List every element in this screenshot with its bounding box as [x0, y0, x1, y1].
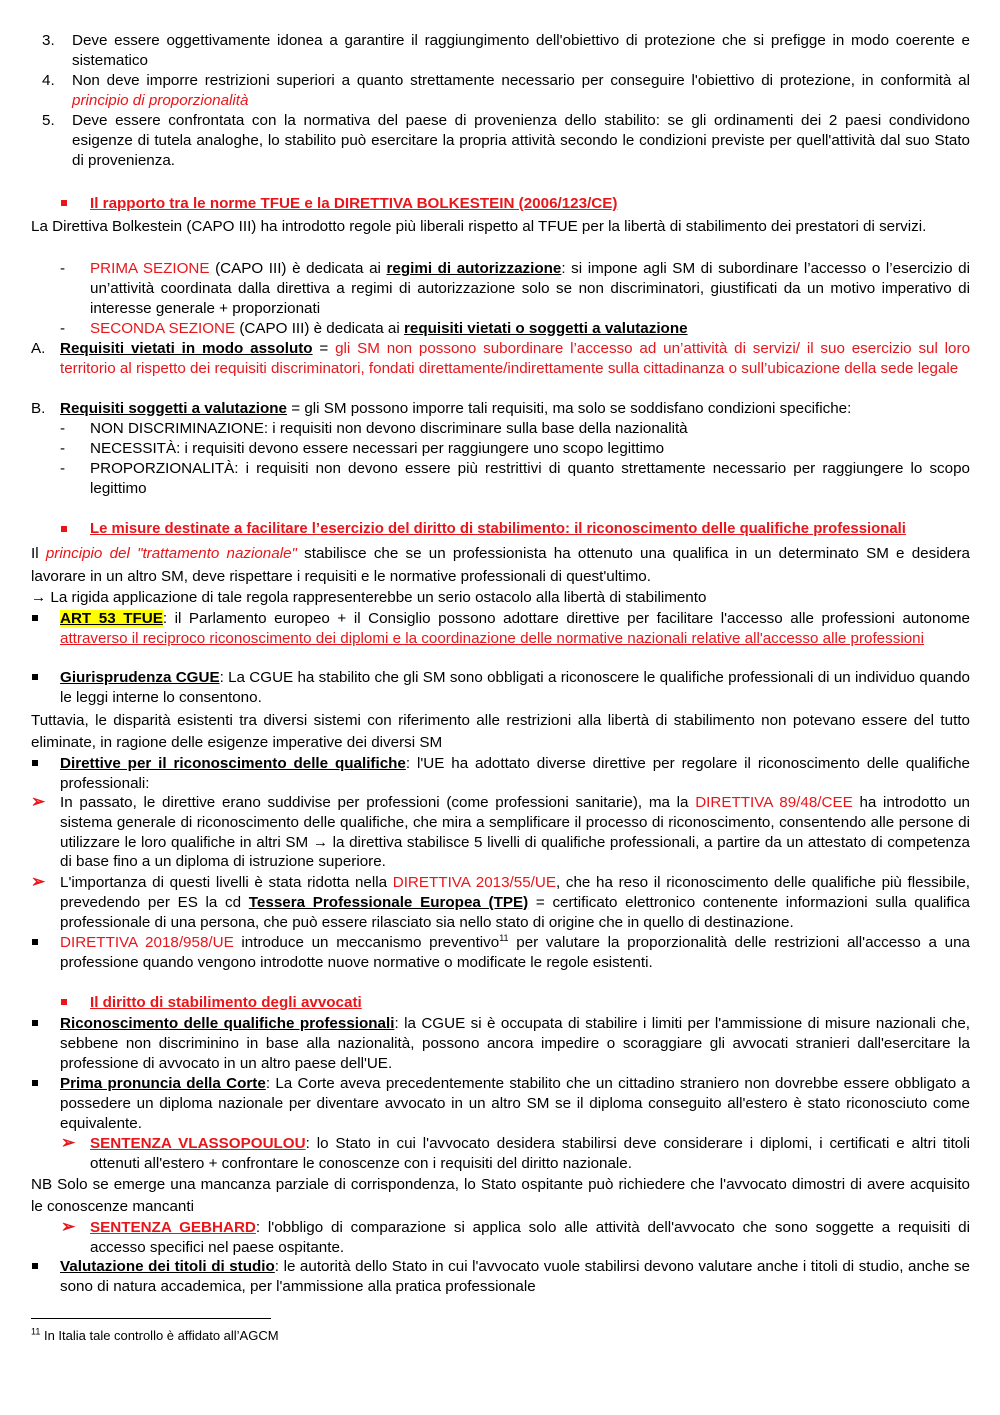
- text-run: La rigida applicazione di tale regola rappresenterebbe un serio ostacolo alla libertà di stabilimento: [46, 589, 707, 606]
- text-run: : La CGUE ha stabilito che gli SM sono obbligati a riconoscere le qualifiche professionali di un individuo quando le leggi interne lo consentono.: [60, 669, 970, 706]
- text-run: stabilisce che se un professionista ha ottenuto una qualifica in un determinato SM e desidera lavorare in un altro SM, deve rispettare i requisiti e le normative professionali di quest'ultimo.: [31, 545, 970, 585]
- bold-underlined-term: Prima pronuncia della Corte: [60, 1075, 266, 1092]
- bullet-square-icon: [61, 200, 67, 206]
- text-run: : il Parlamento europeo + il Consiglio possono adottare direttive per facilitare l'accesso alle professioni autonome: [162, 610, 970, 627]
- heading-text: Le misure destinate a facilitare l’esercizio del diritto di stabilimento: il riconoscimento delle qualifiche professionali: [90, 521, 906, 537]
- list-number: 3.: [42, 32, 55, 49]
- bullet-text: [90, 1218, 970, 1258]
- bold-underlined-term: Direttive per il riconoscimento delle qualifiche: [60, 755, 406, 772]
- bold-underlined-term: regimi di autorizzazione: [386, 260, 562, 277]
- text-run: In passato, le direttive erano suddivise per professioni (come professioni sanitarie), ma la: [60, 794, 696, 811]
- text-run: (CAPO III) è dedicata ai: [235, 320, 404, 337]
- bullet-text: [90, 1134, 970, 1174]
- bold-underlined-term: Valutazione dei titoli di studio: [60, 1258, 275, 1275]
- bullet-text: [60, 1074, 970, 1133]
- bullet-square-icon: [32, 615, 38, 621]
- text-run: per valutare la proporzionalità delle restrizioni all'accesso a una professione quando vengono introdotte nuove normative o modificate le regole esistenti.: [60, 934, 970, 971]
- text-run: : La Corte aveva precedentemente stabilito che un cittadino straniero non dovrebbe essere obbligato a possedere un diploma nazionale per diventare avvocato in un altro SM se il diploma conseguito all'estero è stato riconosciuto come equivalente.: [60, 1075, 970, 1132]
- text-run: =: [312, 340, 336, 357]
- dash-marker: -: [60, 440, 66, 457]
- bold-underlined-term: Tessera Professionale Europea (TPE): [248, 893, 529, 911]
- text-run: = gli SM possono imporre tali requisiti, ma solo se soddisfano condizioni specifiche:: [287, 400, 852, 417]
- dash-marker: -: [60, 460, 66, 477]
- red-arrowhead-icon: ➢: [31, 792, 46, 811]
- bold-underlined-term: Requisiti vietati in modo assoluto: [60, 340, 313, 357]
- red-underlined-term: SENTENZA GEBHARD: [90, 1219, 256, 1236]
- footnote-number: 11: [31, 1326, 41, 1337]
- red-arrowhead-icon: ➢: [31, 872, 46, 891]
- list-text: Deve essere oggettivamente idonea a garantire il raggiungimento dell'obiettivo di protezione che si prefigge in modo coerente e sistematico: [72, 32, 970, 69]
- bullet-text: [60, 1257, 970, 1297]
- letter-marker: A.: [31, 340, 46, 357]
- bullet-text: [60, 873, 970, 932]
- heading-text: Il rapporto tra le norme TFUE e la DIRETTIVA BOLKESTEIN (2006/123/CE): [90, 195, 618, 212]
- text-run: = certificato elettronico contenente informazioni sulla qualifica professionale di una persona, che può essere rilasciato sia nello stato di origine che in quello di destinazione.: [60, 893, 970, 931]
- list-number: 4.: [42, 72, 55, 89]
- text-run: la direttiva stabilisce 5 livelli di qualifiche professionali, a partire da un attestato di competenza di base fino a un diploma di istruzione superiore.: [60, 833, 971, 871]
- text-run: , che ha reso il riconoscimento delle qualifiche più flessibile, prevedendo per ES la cd: [60, 874, 970, 911]
- paragraph: NB Solo se emerge una mancanza parziale di corrispondenza, lo Stato ospitante può richiedere che l'avvocato dimostri di avere acquisito le conoscenze mancanti: [31, 1176, 970, 1215]
- red-label: PRIMA SEZIONE: [90, 260, 210, 277]
- bold-underlined-term: Giurisprudenza CGUE: [60, 669, 220, 686]
- dash-marker: -: [60, 420, 66, 437]
- bullet-square-icon: [32, 1080, 38, 1086]
- footnote-text: In Italia tale controllo è affidato all’AGCM: [40, 1328, 279, 1343]
- arrow-right-icon: →: [31, 589, 47, 606]
- bullet-text: [60, 933, 970, 973]
- text-run: Il: [31, 545, 46, 562]
- text-run: introduce un meccanismo preventivo: [233, 934, 500, 951]
- red-text: DIRETTIVA 2013/55/UE: [392, 874, 556, 891]
- dash-text: [90, 259, 970, 318]
- highlighted-term: ART 53 TFUE: [60, 610, 163, 627]
- dash-marker: -: [60, 260, 66, 277]
- list-number: 5.: [42, 112, 55, 129]
- bullet-text: [60, 1014, 970, 1073]
- text-run: Non deve imporre restrizioni superiori a quanto strettamente necessario per conseguire l'obiettivo di protezione, in conformità al: [72, 72, 970, 89]
- bullet-text: [60, 754, 970, 794]
- bullet-text: [60, 793, 970, 872]
- bullet-square-icon: [61, 999, 67, 1005]
- paragraph: La Direttiva Bolkestein (CAPO III) ha introdotto regole più liberali rispetto al TFUE per la libertà di stabilimento dei prestatori di servizi.: [31, 218, 927, 235]
- list-text: [72, 71, 970, 111]
- text-run: (CAPO III) è dedicata ai: [209, 260, 387, 277]
- footnote-ref[interactable]: 11: [499, 932, 509, 943]
- dash-text: PROPORZIONALITÀ: i requisiti non devono essere più restrittivi di quanto strettamente necessario per raggiungere lo scopo legittimo: [90, 460, 970, 497]
- bullet-square-icon: [61, 526, 67, 532]
- bold-underlined-term: Requisiti soggetti a valutazione: [60, 400, 288, 417]
- text-run: : l'UE ha adottato diverse direttive per regolare il riconoscimento delle qualifiche professionali:: [60, 755, 970, 792]
- text-run: : si impone agli SM di subordinare l’accesso o l’esercizio di un’attività coordinata dalla direttiva a regimi di autorizzazione solo se non discriminatori, giustificati da un motivo imperativo di interesse generale + proporzionati: [90, 260, 970, 317]
- bullet-text: [60, 668, 970, 708]
- bullet-text: [60, 609, 970, 649]
- red-arrowhead-icon: ➢: [61, 1133, 76, 1152]
- bullet-square-icon: [32, 760, 38, 766]
- letter-marker: B.: [31, 400, 46, 417]
- paragraph: Tuttavia, le disparità esistenti tra diversi sistemi con riferimento alle restrizioni alla libertà di stabilimento non potevano essere del tutto eliminate, in ragione delle esigenze imperative dei diversi SM: [31, 712, 970, 751]
- dash-text: [90, 319, 970, 339]
- lettered-text: [60, 399, 970, 419]
- red-underlined-text: attraverso il reciproco riconoscimento dei diplomi e la coordinazione delle normative nazionali relative all'accesso alle professioni: [60, 629, 924, 647]
- list-text: Deve essere confrontata con la normativa del paese di provenienza dello stabilito: se gli ordinamenti dei 2 paesi condividono esigenze di tutela analoghe, lo stabilito può esercitare la propria attività secondo le condizioni previste per quell'attività dal suo Stato di provenienza.: [72, 112, 970, 169]
- bullet-square-icon: [32, 674, 38, 680]
- red-text: DIRETTIVA 2018/958/UE: [60, 934, 234, 951]
- bullet-square-icon: [32, 939, 38, 945]
- red-arrowhead-icon: ➢: [61, 1217, 76, 1236]
- red-underlined-term: SENTENZA VLASSOPOULOU: [90, 1135, 306, 1152]
- red-text: DIRETTIVA 89/48/CEE: [695, 794, 853, 811]
- text-run: L'importanza di questi livelli è stata ridotta nella: [60, 874, 393, 891]
- footnote: [31, 1327, 279, 1345]
- text-run: ha introdotto un sistema generale di riconoscimento delle qualifiche, che mira a semplificare il processo di riconoscimento, consentendo alle persone di utilizzare le loro qualifiche in altri SM: [60, 794, 970, 851]
- text-run: : l'obbligo di comparazione si applica solo alle attività dell'avvocato che sono soggette a requisiti di accesso specifici nel paese ospitante.: [90, 1219, 970, 1256]
- dash-text: NECESSITÀ: i requisiti devono essere necessari per raggiungere uno scopo legittimo: [90, 440, 665, 457]
- paragraph: [31, 588, 970, 608]
- red-emphasis: principio del "trattamento nazionale": [45, 545, 297, 562]
- bold-underlined-term: Riconoscimento delle qualifiche professionali: [60, 1015, 395, 1032]
- red-label: SECONDA SEZIONE: [90, 320, 236, 337]
- arrow-right-icon: →: [312, 833, 328, 851]
- text-run: : lo Stato in cui l'avvocato desidera stabilirsi deve considerare i diplomi, i certificati e altri titoli ottenuti all'estero + confrontare le conoscenze con i requisiti del diritto nazionale.: [90, 1135, 970, 1172]
- bold-underlined-term: requisiti vietati o soggetti a valutazione: [403, 320, 688, 337]
- red-text: gli SM non possono subordinare l’accesso ad un’attività di servizi/ il suo esercizio sul loro territorio al rispetto dei requisiti discriminatori, fondati direttamente/indirettamente sulla cittadinanza o sull’ubicazione della sede legale: [60, 340, 971, 377]
- footnote-separator: [31, 1318, 271, 1319]
- paragraph: [31, 542, 970, 588]
- red-emphasis: principio di proporzionalità: [72, 91, 249, 109]
- dash-marker: -: [60, 320, 66, 337]
- bullet-square-icon: [32, 1263, 38, 1269]
- bullet-square-icon: [32, 1020, 38, 1026]
- dash-text: NON DISCRIMINAZIONE: i requisiti non devono discriminare sulla base della nazionalità: [90, 420, 688, 437]
- heading-text: Il diritto di stabilimento degli avvocati: [90, 994, 362, 1011]
- lettered-text: [60, 339, 970, 379]
- text-run: : le autorità dello Stato in cui l'avvocato vuole stabilirsi devono valutare anche i titoli di studio, anche se sono di natura accademica, per l'ammissione alla pratica professionale: [60, 1258, 970, 1295]
- text-run: : la CGUE si è occupata di stabilire i limiti per l'ammissione di misure nazionali che, sebbene non discriminino in base alla nazionalità, possono ancora impedire o scoraggiare gli avvocati stranieri dall'esercitare la professione di avvocato in un altro paese dell'UE.: [60, 1015, 970, 1072]
